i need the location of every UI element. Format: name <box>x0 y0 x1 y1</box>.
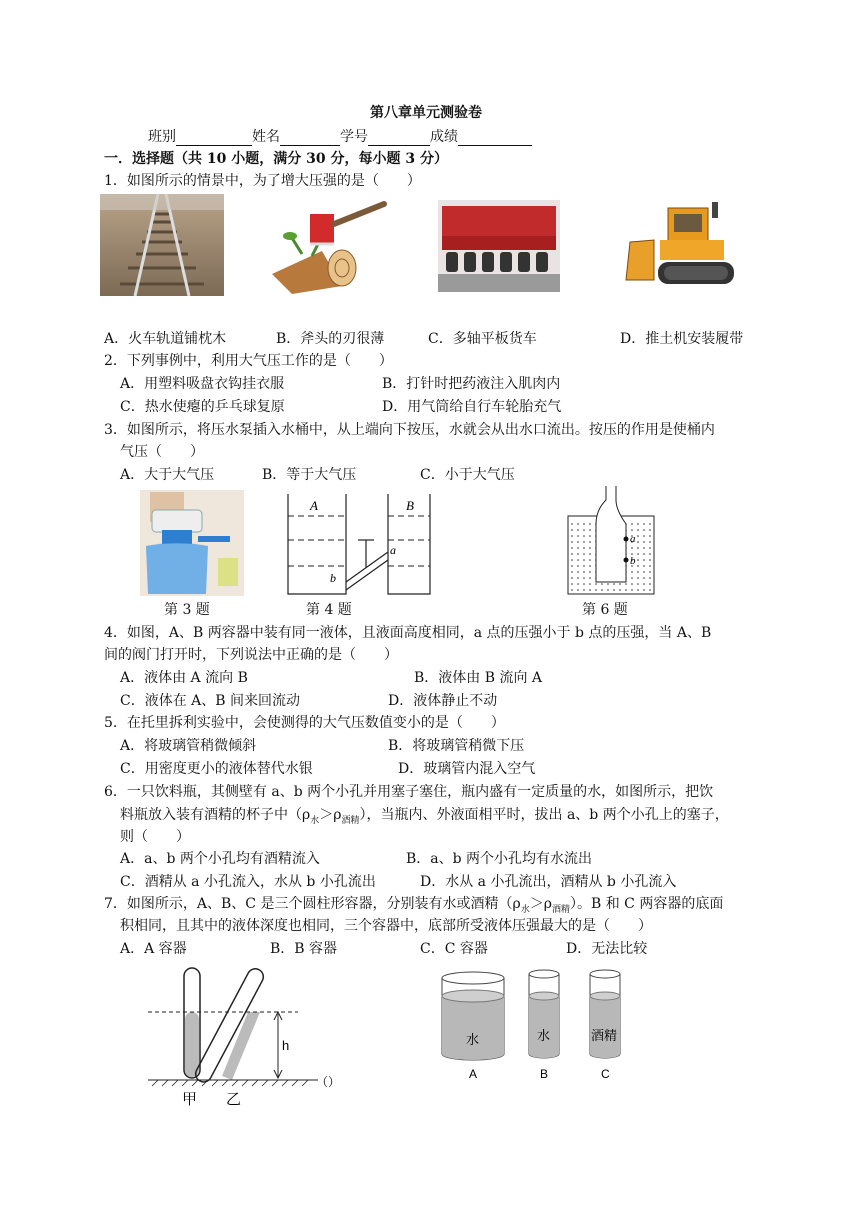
q5-option-b[interactable]: B．将玻璃管稍微下压 <box>388 738 525 754</box>
container-a-liquid: 水 <box>466 1033 480 1048</box>
q6-option-d[interactable]: D．水从 a 小孔流出，酒精从 b 小孔流入 <box>420 874 677 890</box>
railway-track-image <box>100 194 224 296</box>
liquid-dot <box>643 559 645 561</box>
liquid-dot <box>571 559 573 561</box>
liquid-dot <box>631 523 633 525</box>
liquid-dot <box>637 535 639 537</box>
liquid-dot <box>637 541 639 543</box>
liquid-dot <box>643 589 645 591</box>
liquid-dot <box>577 583 579 585</box>
liquid-dot <box>619 589 621 591</box>
q1-option-c[interactable]: C．多轴平板货车 <box>428 331 537 347</box>
liquid-dot <box>607 589 609 591</box>
liquid-dot <box>637 583 639 585</box>
liquid-dot <box>631 547 633 549</box>
liquid-dot <box>631 571 633 573</box>
caption-fig3: 第 3 题 <box>164 602 210 618</box>
liquid-dot <box>595 589 597 591</box>
container-a-label: A <box>469 1067 478 1081</box>
q5-option-c[interactable]: C．用密度更小的液体替代水银 <box>120 761 313 777</box>
connected-vessels-figure <box>284 492 434 596</box>
liquid-dot <box>583 559 585 561</box>
liquid-dot <box>649 523 651 525</box>
liquid-dot <box>577 535 579 537</box>
liquid-dot <box>637 589 639 591</box>
q6-stem-line3: 则（ ） <box>120 829 190 845</box>
q4-option-c[interactable]: C．液体在 A、B 间来回流动 <box>120 693 301 709</box>
liquid-dot <box>577 565 579 567</box>
bulldozer-image <box>624 200 744 292</box>
liquid-dot <box>649 553 651 555</box>
q6-option-a[interactable]: A．a、b 两个小孔均有酒精流入 <box>120 851 320 867</box>
field-name-label: 姓名 <box>252 129 280 145</box>
liquid-dot <box>631 589 633 591</box>
q5-stem: 5．在托里拆利实验中，会使测得的大气压数值变小的是（ ） <box>104 715 505 731</box>
liquid-dot <box>649 589 651 591</box>
q7-option-d[interactable]: D．无法比较 <box>566 941 648 957</box>
q7-option-c[interactable]: C．C 容器 <box>420 941 488 957</box>
flatbed-truck-image <box>438 200 560 292</box>
liquid-dot <box>571 565 573 567</box>
liquid-dot <box>649 535 651 537</box>
liquid-dot <box>571 553 573 555</box>
q2-option-a[interactable]: A．用塑料吸盘衣钩挂衣服 <box>120 376 285 392</box>
liquid-dot <box>649 577 651 579</box>
liquid-dot <box>589 583 591 585</box>
liquid-dot <box>637 547 639 549</box>
liquid-dot <box>577 523 579 525</box>
fig7-yi-label: 乙 <box>226 1090 242 1108</box>
test-tubes-figure <box>148 964 348 1110</box>
fig4-label-b-container: B <box>406 498 414 513</box>
liquid-dot <box>571 547 573 549</box>
liquid-dot <box>619 583 621 585</box>
caption-fig6: 第 6 题 <box>582 602 628 618</box>
liquid-dot <box>631 577 633 579</box>
field-score-blank[interactable] <box>458 131 532 146</box>
fig7-jia-label: 甲 <box>182 1090 198 1108</box>
liquid-dot <box>577 553 579 555</box>
q7-option-b[interactable]: B．B 容器 <box>270 941 338 957</box>
q6-option-b[interactable]: B．a、b 两个小孔均有水流出 <box>406 851 593 867</box>
axe-log-image <box>262 196 392 296</box>
liquid-dot <box>583 553 585 555</box>
liquid-dot <box>571 583 573 585</box>
fig6-point-a: a <box>630 533 636 545</box>
q7-stem-line2: 积相同，且其中的液体深度也相同，三个容器中，底部所受液体压强最大的是（ ） <box>120 918 652 934</box>
liquid-dot <box>649 529 651 531</box>
liquid-dot <box>589 589 591 591</box>
field-id-blank[interactable] <box>368 131 430 146</box>
liquid-dot <box>583 589 585 591</box>
container-b-label: B <box>540 1067 549 1081</box>
liquid-dot <box>589 565 591 567</box>
q7-stem-line1: 7．如图所示，A、B、C 是三个圆柱形容器，分别装有水或酒精$(\rho_水>\rho_{酒精})$。B 和 C 两容器的底面 <box>104 896 724 915</box>
liquid-dot <box>589 547 591 549</box>
water-pump-image <box>140 490 244 596</box>
q7-option-a[interactable]: A．A 容器 <box>120 941 187 957</box>
q6-stem-line1: 6．一只饮料瓶，其侧壁有 a、b 两个小孔并用塞子塞住，瓶内盛有一定质量的水，如图所示，把饮 <box>104 784 714 800</box>
liquid-dot <box>577 577 579 579</box>
liquid-dot <box>577 559 579 561</box>
liquid-dot <box>571 535 573 537</box>
q2-stem: 2．下列事例中，利用大气压工作的是（ ） <box>104 353 393 369</box>
liquid-dot <box>625 589 627 591</box>
q2-option-b[interactable]: B．打针时把药液注入肌肉内 <box>382 376 561 392</box>
liquid-dot <box>583 541 585 543</box>
liquid-dot <box>649 559 651 561</box>
liquid-dot <box>637 559 639 561</box>
liquid-dot <box>637 577 639 579</box>
field-class-label: 班别 <box>148 129 176 145</box>
liquid-dot <box>583 565 585 567</box>
container-b-liquid: 水 <box>537 1029 551 1044</box>
liquid-dot <box>589 553 591 555</box>
q3-option-a[interactable]: A．大于大气压 <box>120 467 215 483</box>
liquid-dot <box>607 583 609 585</box>
liquid-dot <box>583 571 585 573</box>
liquid-dot <box>571 523 573 525</box>
liquid-dot <box>571 589 573 591</box>
liquid-dot <box>649 571 651 573</box>
caption-fig4: 第 4 题 <box>306 602 352 618</box>
liquid-dot <box>583 547 585 549</box>
liquid-dot <box>583 523 585 525</box>
liquid-dot <box>583 529 585 531</box>
liquid-dot <box>643 553 645 555</box>
liquid-dot <box>571 577 573 579</box>
liquid-dot <box>589 535 591 537</box>
liquid-dot <box>649 565 651 567</box>
q5-option-a[interactable]: A．将玻璃管稍微倾斜 <box>120 738 257 754</box>
container-c-label: C <box>601 1067 610 1081</box>
liquid-dot <box>613 583 615 585</box>
fig4-point-a: a <box>390 543 396 557</box>
fig4-label-a-container: A <box>310 498 318 513</box>
liquid-dot <box>601 589 603 591</box>
q4-stem-line1: 4．如图，A、B 两容器中装有同一液体，且液面高度相同，a 点的压强小于 b 点的压强，当 A、B <box>104 625 712 641</box>
liquid-dot <box>589 529 591 531</box>
header-fields <box>148 128 532 146</box>
liquid-dot <box>571 529 573 531</box>
field-name-blank[interactable] <box>280 131 340 146</box>
fig7-h-label: h <box>282 1038 290 1053</box>
page-title: 第八章单元测验卷 <box>370 105 482 121</box>
liquid-dot <box>571 571 573 573</box>
liquid-dot <box>643 529 645 531</box>
q2-option-c[interactable]: C．热水使瘪的乒乓球复原 <box>120 399 285 415</box>
liquid-dot <box>649 541 651 543</box>
liquid-dot <box>571 541 573 543</box>
q6-option-c[interactable]: C．酒精从 a 小孔流入，水从 b 小孔流出 <box>120 874 376 890</box>
liquid-dot <box>631 529 633 531</box>
liquid-dot <box>643 577 645 579</box>
liquid-dot <box>583 577 585 579</box>
section-heading: 一．选择题（共 10 小题，满分 30 分，每小题 3 分） <box>104 151 448 167</box>
fig6-point-b: b <box>630 555 636 567</box>
liquid-dot <box>583 583 585 585</box>
liquid-dot <box>595 583 597 585</box>
q4-option-a[interactable]: A．液体由 A 流向 B <box>120 670 248 686</box>
liquid-dot <box>577 541 579 543</box>
q4-stem-line2: 间的阀门打开时，下列说法中正确的是（ ） <box>104 647 398 663</box>
three-containers-figure <box>440 966 630 1086</box>
container-c-liquid: 酒精 <box>591 1029 618 1044</box>
field-class-blank[interactable] <box>176 131 252 146</box>
q3-option-b[interactable]: B．等于大气压 <box>262 467 357 483</box>
liquid-dot <box>637 553 639 555</box>
liquid-dot <box>643 547 645 549</box>
liquid-dot <box>643 535 645 537</box>
liquid-dot <box>589 541 591 543</box>
q5-option-d[interactable]: D．玻璃管内混入空气 <box>398 761 536 777</box>
q4-option-b[interactable]: B．液体由 B 流向 A <box>414 670 543 686</box>
liquid-dot <box>583 535 585 537</box>
field-id-label: 学号 <box>340 129 368 145</box>
liquid-dot <box>589 523 591 525</box>
liquid-dot <box>601 583 603 585</box>
q2-option-d[interactable]: D．用气筒给自行车轮胎充气 <box>382 399 562 415</box>
q1-option-d[interactable]: D．推土机安装履带 <box>620 331 744 347</box>
liquid-dot <box>589 559 591 561</box>
liquid-dot <box>637 571 639 573</box>
liquid-dot <box>649 583 651 585</box>
q6-stem-line2: 料瓶放入装有酒精的杯子中$(\rho_水>\rho_{酒精})$，当瓶内、外液面相平时，拔出 a、b 两个小孔上的塞子， <box>120 807 729 826</box>
liquid-dot <box>637 565 639 567</box>
liquid-dot <box>643 565 645 567</box>
liquid-dot <box>625 583 627 585</box>
liquid-dot <box>637 523 639 525</box>
liquid-dot <box>643 571 645 573</box>
liquid-dot <box>577 589 579 591</box>
liquid-dot <box>577 547 579 549</box>
q4-option-d[interactable]: D．液体静止不动 <box>388 693 498 709</box>
liquid-dot <box>643 583 645 585</box>
q3-stem-line1: 3．如图所示，将压水泵插入水桶中，从上端向下按压，水就会从出水口流出。按压的作用是使桶内 <box>104 422 715 438</box>
liquid-dot <box>631 583 633 585</box>
liquid-dot <box>643 541 645 543</box>
q1-stem: 1．如图所示的情景中，为了增大压强的是（ ） <box>104 173 421 189</box>
liquid-dot <box>577 571 579 573</box>
q1-option-b[interactable]: B．斧头的刃很薄 <box>276 331 385 347</box>
liquid-dot <box>613 589 615 591</box>
field-score-label: 成绩 <box>430 129 458 145</box>
q3-option-c[interactable]: C．小于大气压 <box>420 467 515 483</box>
q3-stem-line2: 气压（ ） <box>120 444 204 460</box>
liquid-dot <box>589 571 591 573</box>
bottle-in-cup-figure <box>566 484 656 596</box>
q1-option-a[interactable]: A．火车轨道铺枕木 <box>104 331 227 347</box>
liquid-dot <box>589 577 591 579</box>
liquid-dot <box>637 529 639 531</box>
liquid-dot <box>577 529 579 531</box>
fig4-point-b: b <box>330 571 336 585</box>
fig7-answer-paren: （） <box>316 1075 341 1089</box>
liquid-dot <box>649 547 651 549</box>
liquid-dot <box>643 523 645 525</box>
